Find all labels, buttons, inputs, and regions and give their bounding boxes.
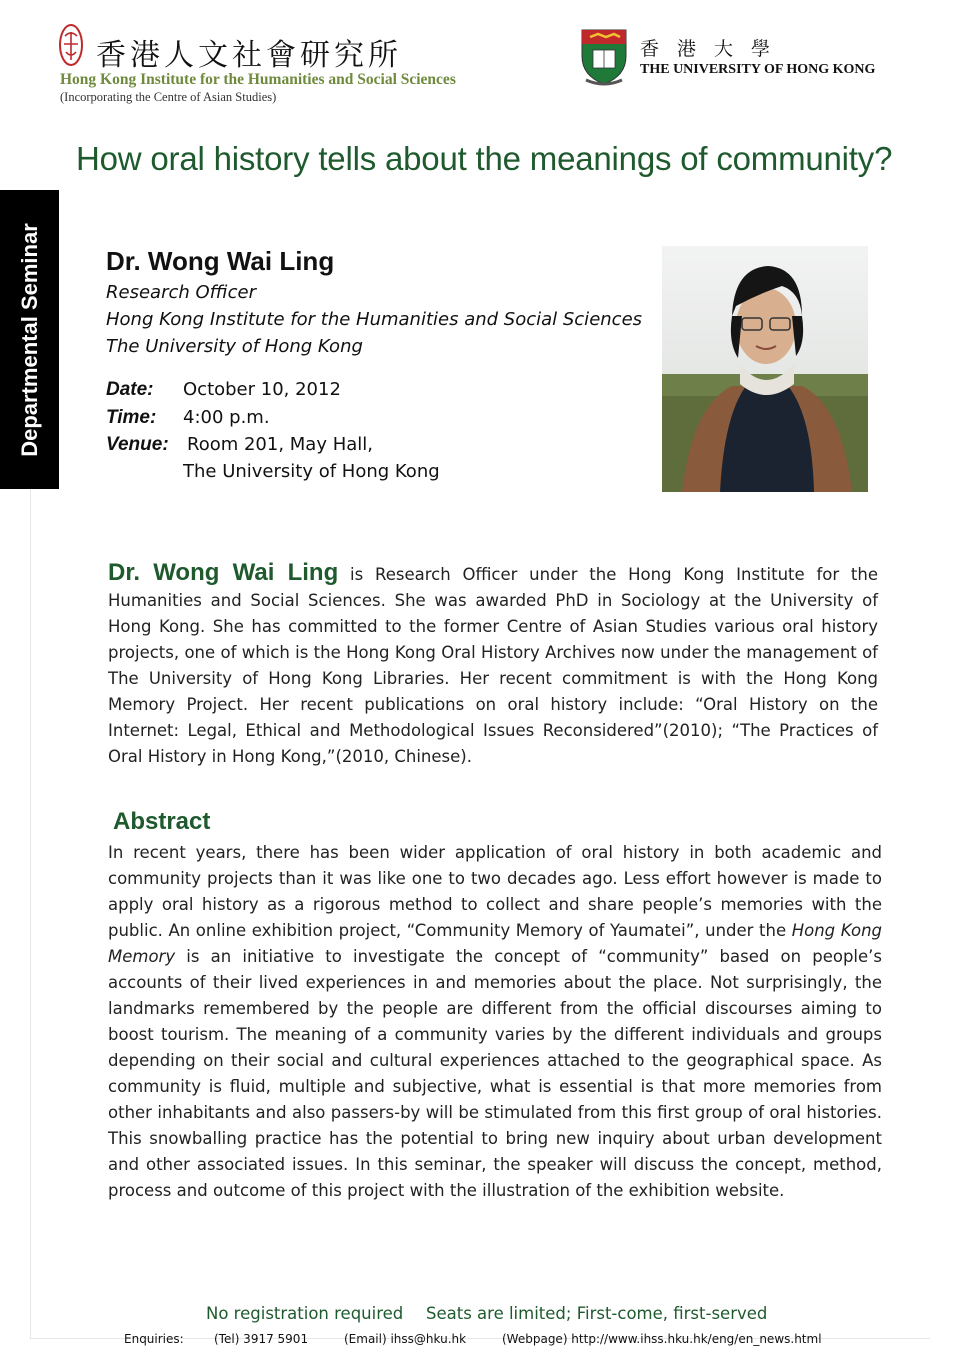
enquiries-email: (Email) ihss@hku.hk: [344, 1332, 467, 1346]
institute-seal-logo: [56, 22, 86, 68]
abstract-text-part-2: is an initiative to investigate the concept of “community” based on people’s accounts of their lived experiences in and memories about the place. Not surprisingly, the landmarks remembered by the people are different from the official discourses aiming to boost tourism. The meaning of a community varies by the different individuals and groups depending on their social and cultural experiences attached to the geographical space. As community is fluid, multiple and subjective, what is essential is that more memories from other inhabitants and also passers-by will be stimulated from this first group of oral histories. This snowballing practice has the potential to bring new inquiry about urban development and other associated issues. In this seminar, the speaker will discuss the concept, method, process and outcome of this project with the illustration of the exhibition website.: [108, 947, 882, 1200]
institute-chinese-name: 香港人文社會研究所: [96, 38, 402, 73]
date-value: October 10, 2012: [183, 379, 341, 400]
seats-note: Seats are limited; First-come, first-served: [426, 1304, 768, 1323]
registration-note: No registration required: [206, 1304, 404, 1323]
venue-line-1: Room 201, May Hall,: [187, 434, 374, 455]
institute-subtitle: (Incorporating the Centre of Asian Studies): [60, 90, 277, 104]
venue-label: Venue:: [106, 434, 169, 455]
hku-crest-logo: [578, 26, 630, 88]
sidebar-label: Departmental Seminar: [16, 222, 42, 457]
speaker-position: Research Officer: [106, 282, 257, 303]
speaker-photo: [662, 246, 868, 492]
speaker-name: Dr. Wong Wai Ling: [106, 246, 335, 276]
institute-english-name: Hong Kong Institute for the Humanities and Social Sciences: [60, 71, 456, 88]
bio-text: is Research Officer under the Hong Kong Institute for the Humanities and Social Sciences. She was awarded PhD in Sociology at the University of Hong Kong. She has committed to the former Centre of Asian Studies various oral history projects, one of which is the Hong Kong Oral History Archives now under the management of The University of Hong Kong Libraries. Her recent commitment is with the Hong Kong Memory Project. Her recent publications on oral history include: “Oral History on the Internet: Legal, Ethical and Methodological Issues Reconsidered”(2010); “The Practices of Oral History in Hong Kong,”(2010, Chinese).: [108, 565, 878, 766]
hku-chinese-name: 香港大學: [640, 38, 789, 60]
time-value: 4:00 p.m.: [183, 407, 270, 428]
speaker-university: The University of Hong Kong: [106, 336, 363, 357]
bio-speaker-name: Dr. Wong Wai Ling: [108, 559, 339, 586]
seminar-title: How oral history tells about the meanings of community?: [76, 140, 893, 177]
time-label: Time:: [106, 407, 157, 428]
abstract-text: [108, 840, 882, 1204]
date-label: Date:: [106, 379, 154, 400]
venue-line-2: The University of Hong Kong: [183, 461, 440, 482]
hku-english-name: THE UNIVERSITY OF HONG KONG: [640, 62, 876, 77]
abstract-heading: Abstract: [113, 808, 211, 835]
abstract-text-part-1: In recent years, there has been wider application of oral history in both academic and community projects than it was like one to two decades ago. Less effort however is made to apply oral history as a rigorous method to collect and share people’s memories with the public. An online exhibition project, “Community Memory of Yaumatei”, under the: [108, 843, 882, 940]
abstract-italic-title: Hong Kong Memory: [108, 921, 882, 966]
enquiries-label: Enquiries:: [124, 1332, 184, 1346]
frame-vertical-line: [30, 489, 31, 1339]
sidebar-label-container: [0, 190, 59, 489]
speaker-institute: Hong Kong Institute for the Humanities and Social Sciences: [106, 309, 643, 330]
speaker-bio: [108, 560, 878, 770]
enquiries-tel: (Tel) 3917 5901: [214, 1332, 309, 1346]
enquiries-webpage: (Webpage) http://www.ihss.hku.hk/eng/en_news.html: [502, 1332, 822, 1346]
